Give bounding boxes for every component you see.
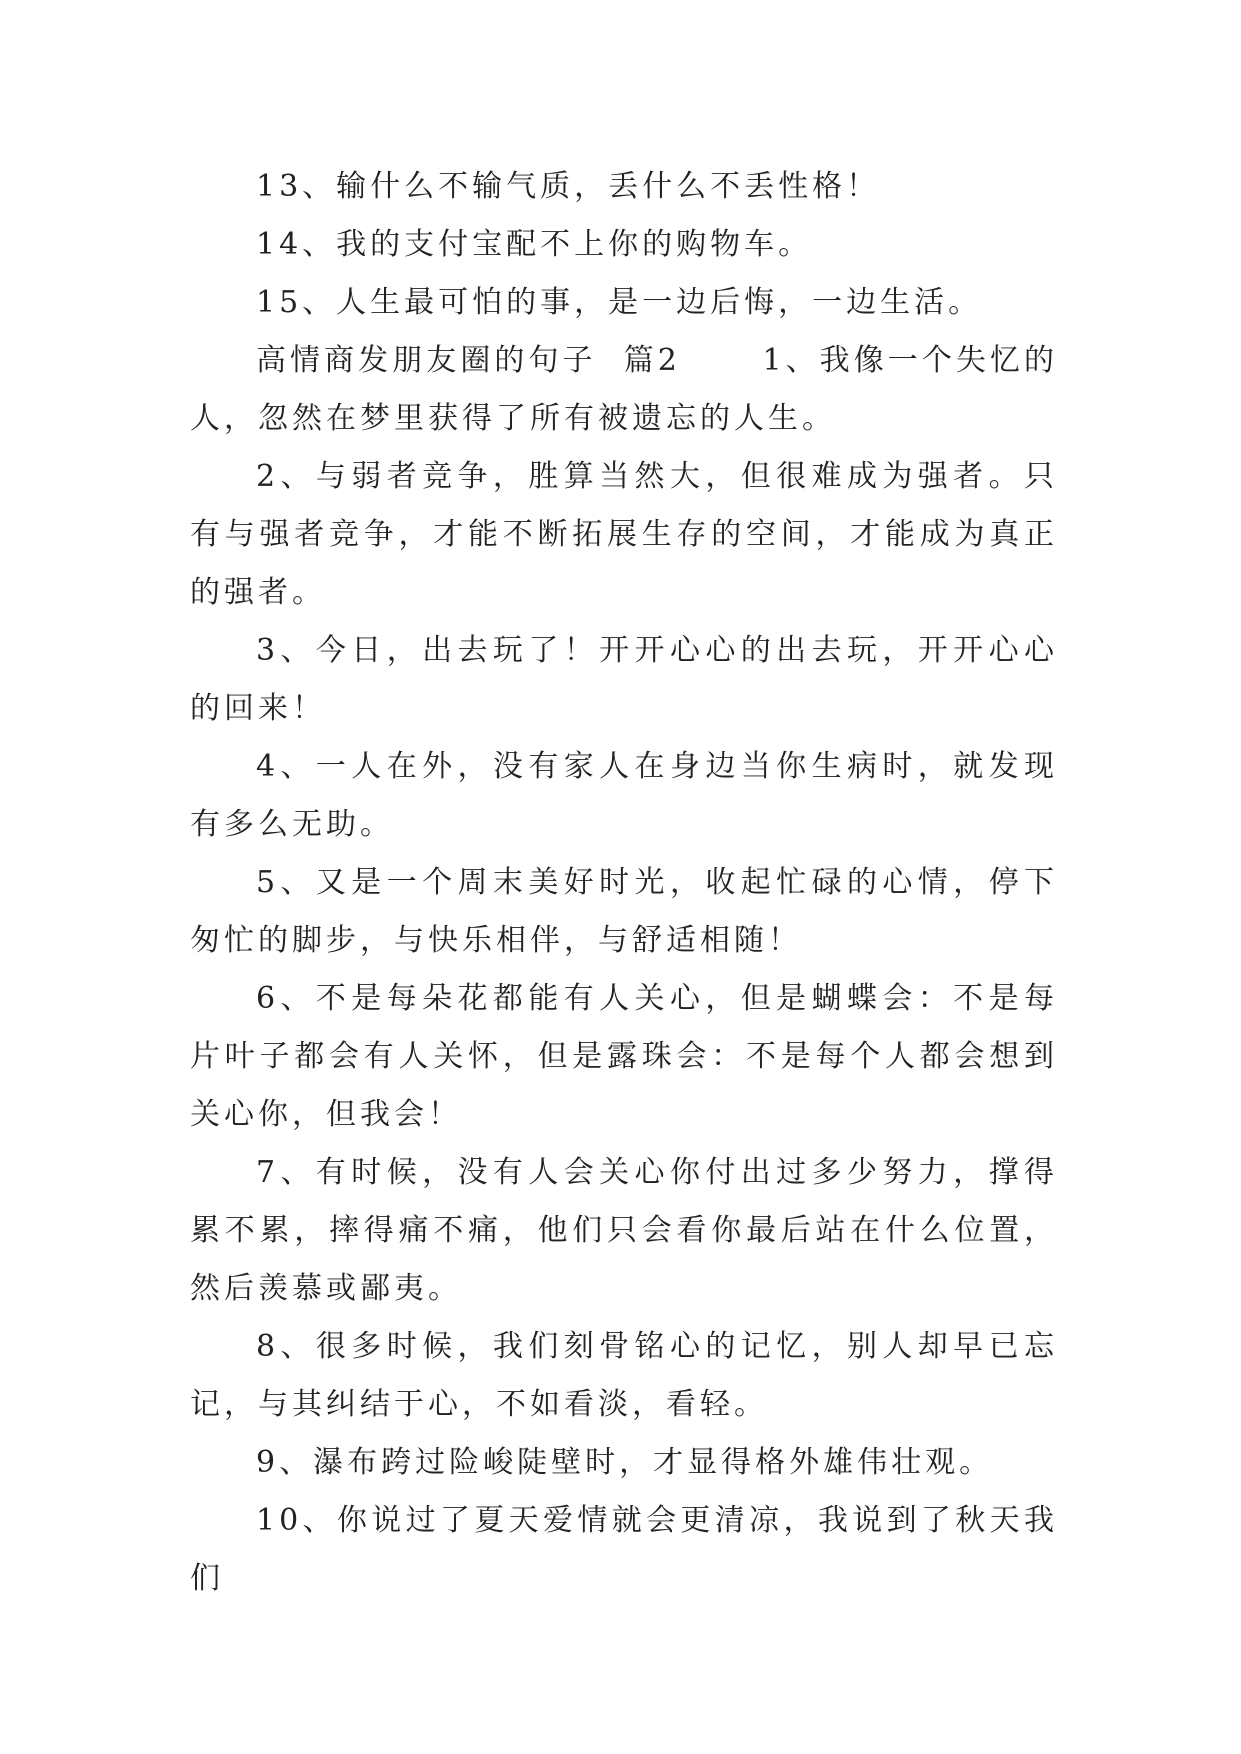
paragraph-8: 8、很多时候，我们刻骨铭心的记忆，别人却早已忘记，与其纠结于心，不如看淡，看轻。 [190, 1329, 1058, 1422]
paragraph-3: 3、今日，出去玩了！开开心心的出去玩，开开心心的回来！ [190, 633, 1058, 726]
section-heading-paragraph: 高情商发朋友圈的句子 篇2 1、我像一个失忆的人，忽然在梦里获得了所有被遗忘的人生。 [190, 343, 1058, 436]
paragraph-7: 7、有时候，没有人会关心你付出过多少努力，撑得累不累，摔得痛不痛，他们只会看你最后站在什么位置，然后羡慕或鄙夷。 [190, 1155, 1058, 1306]
paragraph-5: 5、又是一个周末美好时光，收起忙碌的心情，停下匆忙的脚步，与快乐相伴，与舒适相随！ [190, 865, 1058, 958]
paragraph-2: 2、与弱者竞争，胜算当然大，但很难成为强者。只有与强者竞争，才能不断拓展生存的空间，才能成为真正的强者。 [190, 459, 1058, 610]
paragraph-10: 10、你说过了夏天爱情就会更清凉，我说到了秋天我们 [190, 1503, 1058, 1596]
document-body [190, 158, 1058, 1608]
paragraph-13: 13、输什么不输气质，丢什么不丢性格！ [256, 169, 881, 204]
paragraph-9: 9、瀑布跨过险峻陡壁时，才显得格外雄伟壮观。 [256, 1445, 994, 1480]
paragraph-15: 15、人生最可怕的事，是一边后悔，一边生活。 [256, 285, 983, 320]
paragraph-4: 4、一人在外，没有家人在身边当你生病时，就发现有多么无助。 [190, 749, 1058, 842]
paragraph-14: 14、我的支付宝配不上你的购物车。 [256, 227, 813, 262]
paragraph-6: 6、不是每朵花都能有人关心，但是蝴蝶会：不是每片叶子都会有人关怀，但是露珠会：不是每个人都会想到关心你，但我会！ [190, 981, 1058, 1132]
